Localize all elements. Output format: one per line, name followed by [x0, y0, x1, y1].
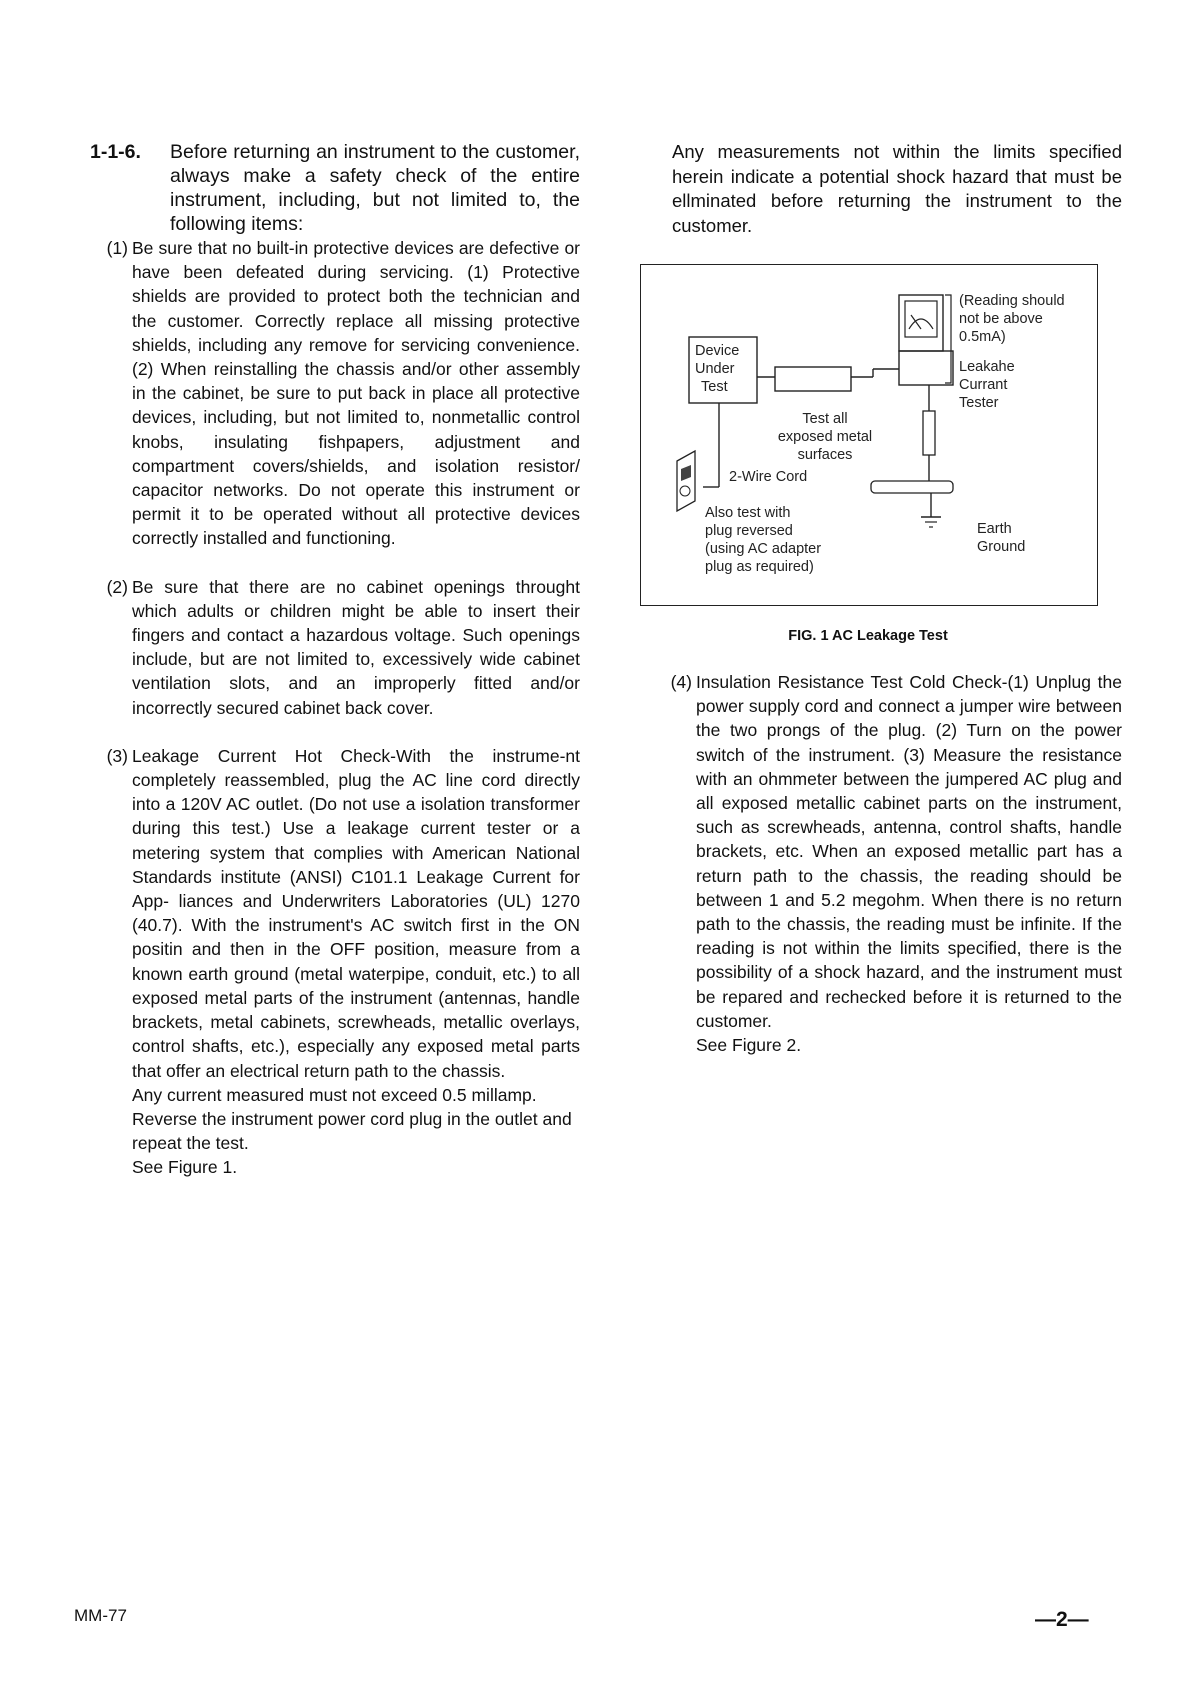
item-label: (1) [106, 238, 128, 258]
right-column [672, 140, 1122, 238]
wire-label: 2-Wire Cord [729, 469, 808, 485]
earth-label: Earth [977, 521, 1012, 537]
leakage-test-figure [640, 264, 1098, 606]
tester-label: Tester [959, 395, 999, 411]
list-item [90, 744, 580, 1180]
model-number: MM-77 [74, 1606, 127, 1625]
right-intro: Any measurements not within the limits specified herein indicate a potential shock hazard that must be ellminated before returning the instrument to the customer. [672, 141, 1122, 236]
leakage-test-diagram [641, 265, 1097, 605]
test-all-label: surfaces [797, 447, 853, 463]
outlet-icon [677, 451, 695, 511]
test-all-label: exposed metal [777, 429, 873, 445]
item-label: (4) [670, 672, 692, 692]
also-test-label: plug as required) [705, 559, 814, 575]
see-figure-link: See Figure 2. [696, 1035, 802, 1056]
item-label: (3) [106, 745, 128, 766]
section-intro: Before returning an instrument to the customer, always make a safety check of the entire instrument, including, but not limited to, the following items: [170, 141, 580, 235]
list-item [662, 670, 1122, 1057]
also-test-label: plug reversed [705, 523, 793, 539]
reading-note: (Reading should [959, 293, 1065, 309]
device-label: Test [701, 379, 728, 395]
probe-icon [923, 411, 935, 455]
also-test-label: Also test with [705, 505, 791, 521]
figure-caption: FIG. 1 AC Leakage Test [788, 628, 948, 644]
left-column [90, 140, 580, 1180]
earth-label: Ground [977, 539, 1026, 555]
reading-note: not be above [959, 311, 1043, 327]
also-test-label: (using AC adapter [705, 541, 822, 557]
item-text: Be sure that no built-in protective devices are defective or have been defeated during servicing. (1) Protective shields are provided to protect both the technician and the customer. Correctly replace all missing protective shields, including any remove for servicing convenience. (2) When reinstalling the chassis and/or other assembly in the cabinet, be sure to put back in place all protective devices, including, but not limited to, nonmetallic control knobs, insulating fishpapers, adjustment and compartment covers/shields, and isolation resistor/ capacitor networks. Do not operate this instrument or permit it to be operated without all protective devices correctly installed and functioning. [132, 238, 580, 549]
item-label: (2) [106, 576, 128, 597]
tester-label: Currant [959, 377, 1008, 393]
item-text: Insulation Resistance Test Cold Check-(1) Unplug the power supply cord and connect a jumper wire between the two prongs of the plug. (2) Turn on the power switch of the instrument. (3) Measure the resistance with an ohmmeter between the jumpered AC plug and all exposed metallic cabinet parts on the instrument, such as screwheads, antenna, control shafts, handle brackets, etc. When an exposed metallic part has a return path to the chassis, the reading should be between 1 and 5.2 megohm. When there is no return path to the chassis, the reading must be infinite. If the reading is not within the limits specified, there is the possibility of a shock hazard, and the instrument must be repared and rechecked before it is returned to the customer. [696, 672, 1122, 1031]
item-text: Be sure that there are no cabinet openings throught which adults or children might be able to insert their fingers and contact a hazardous voltage. Such openings include, but are not limited to, excessively wide cabinet ventilation slots, and an improperly fitted and/or incorrectly secured cabinet back cover. [132, 576, 580, 718]
section-number: 1-1-6. [90, 141, 141, 163]
tester-label: Leakahe [959, 359, 1015, 375]
item-4-block [662, 670, 1122, 1057]
page-number: —2— [1035, 1608, 1089, 1631]
reading-note: 0.5mA) [959, 329, 1006, 345]
section-heading [90, 140, 580, 236]
list-item [90, 575, 580, 720]
list-item [90, 236, 580, 551]
test-all-label: Test all [802, 411, 848, 427]
item-text: Leakage Current Hot Check-With the instrume-nt completely reassembled, plug the AC line cord directly into a 120V AC outlet. (Do not use a isolation transformer during this test.) Use a leakage current tester or a metering system that complies with American National Standards institute (ANSI) C101.1 Leakage Current for App- liances and Underwriters Laboratories (UL) 1270 (40.7). With the instrument's AC switch first in the ON positin and then in the OFF position, measure from a known earth ground (metal waterpipe, conduit, etc.) to all exposed metal parts of the instrument (antennas, handle brackets, metal cabinets, screwheads, metallic overlays, control shafts, etc.), especially any exposed metal parts that offer an electrical return path to the chassis. [132, 745, 580, 1081]
see-figure-link: See Figure 1. [132, 1157, 238, 1178]
resistor-symbol [775, 367, 851, 391]
device-label: Under [695, 361, 735, 377]
item-extra: Any current measured must not exceed 0.5 millamp. Reverse the instrument power cord plug in the outlet and repeat the test. [132, 1084, 572, 1154]
device-label: Device [695, 343, 740, 359]
